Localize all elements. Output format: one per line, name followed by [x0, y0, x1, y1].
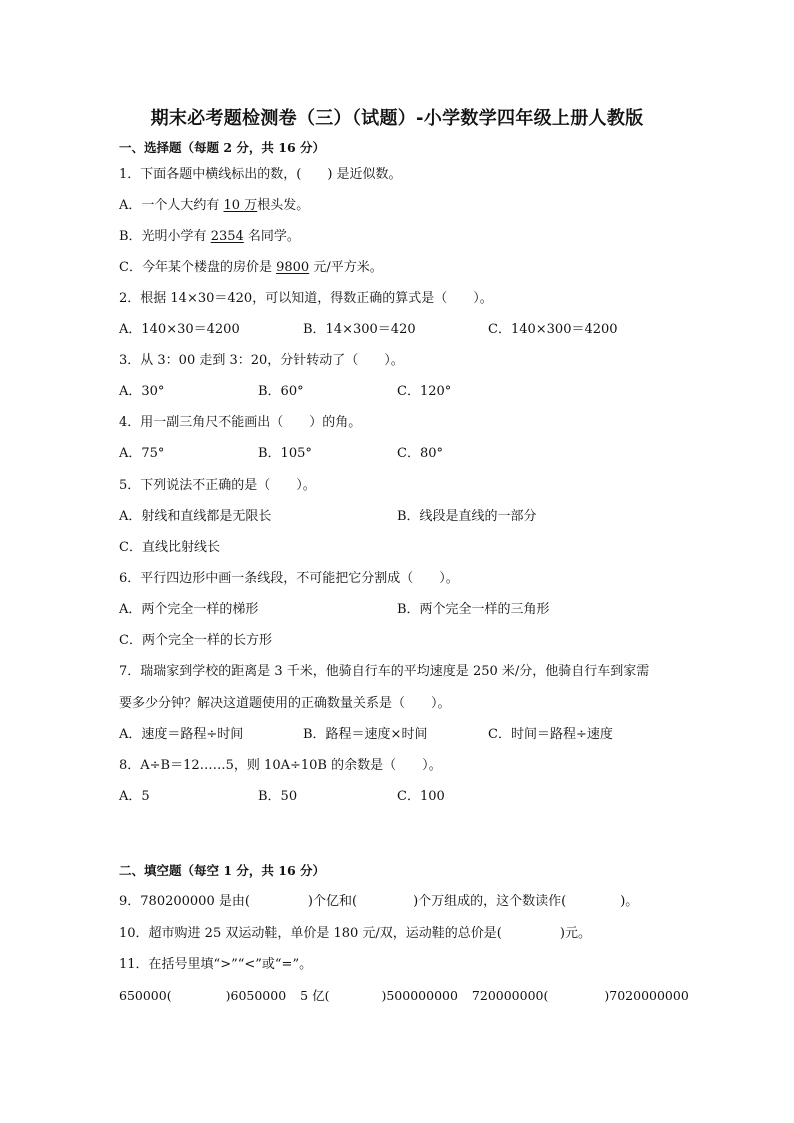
q5-option-c: C．直线比射线长: [119, 540, 220, 555]
question-1: 1．下面各题中横线标出的数，( ) 是近似数。: [119, 167, 402, 182]
q10-part2: )元。: [559, 926, 591, 941]
q6-option-b: B．两个完全一样的三角形: [397, 602, 550, 617]
q8-option-a: A．5: [119, 789, 150, 804]
q9-part3: )个万组成的，这个数读作(: [413, 894, 567, 909]
q11-item2-right: )500000000: [381, 988, 458, 1003]
q11-items: [119, 987, 689, 1005]
question-6: 6．平行四边形中画一条线段，不可能把它分割成（ ）。: [119, 571, 459, 586]
q5-option-a: A．射线和直线都是无限长: [119, 509, 272, 524]
q2-option-b: B．14×300＝420: [303, 322, 416, 337]
q1-option-a-underlined: 10 万: [223, 198, 258, 213]
question-4: 4．用一副三角尺不能画出（ ）的角。: [119, 415, 362, 430]
q1-option-b-pre: B．光明小学有: [119, 229, 211, 244]
q5-option-b: B．线段是直线的一部分: [397, 509, 537, 524]
q1-option-a-pre: A．一个人大约有: [119, 198, 224, 213]
q7-option-a: A．速度＝路程÷时间: [119, 727, 244, 742]
q9-part2: )个亿和(: [307, 894, 358, 909]
q3-option-c: C．120°: [397, 384, 452, 399]
q1-option-c: [119, 259, 383, 277]
q1-option-b-underlined: 2354: [210, 229, 244, 244]
q1-option-c-post: 元/平方米。: [309, 260, 383, 275]
q9-part4: )。: [620, 894, 639, 909]
q8-option-b: B．50: [258, 789, 298, 804]
q7-option-c: C．时间＝路程÷速度: [488, 727, 613, 742]
section-heading-fill: 二、填空题（每空 1 分，共 16 分）: [119, 863, 326, 878]
q1-option-c-pre: C．今年某个楼盘的房价是: [119, 260, 277, 275]
q2-option-c: C．140×300＝4200: [488, 322, 618, 337]
q1-option-a: [119, 197, 309, 215]
question-10: [119, 925, 591, 943]
question-2: 2．根据 14×30＝420，可以知道，得数正确的算式是（ ）。: [119, 291, 493, 306]
q7-option-b: B．路程＝速度×时间: [303, 727, 428, 742]
section-heading-choice: 一、选择题（每题 2 分，共 16 分）: [119, 140, 326, 155]
question-7-line1: 7．瑞瑞家到学校的距离是 3 千米，他骑自行车的平均速度是 250 米/分，他骑自行车到家需: [119, 664, 650, 679]
q11-item1-right: )6050000: [225, 988, 287, 1003]
q11-item3-left: 720000000(: [471, 988, 549, 1003]
q4-option-c: C．80°: [397, 446, 443, 461]
q4-option-a: A．75°: [119, 446, 165, 461]
question-3: 3．从 3：00 走到 3：20，分针转动了（ ）。: [119, 353, 404, 368]
question-7-line2: 要多少分钟？解决这道题使用的正确数量关系是（ ）。: [119, 696, 451, 711]
question-9: [119, 893, 638, 911]
question-5: 5．下列说法不正确的是（ ）。: [119, 478, 316, 493]
q1-option-a-post: 根头发。: [257, 198, 310, 213]
q11-item3-right: )7020000000: [604, 988, 689, 1003]
q1-option-c-underlined: 9800: [276, 260, 310, 275]
q11-item1-left: 650000(: [119, 988, 172, 1003]
q1-option-b: [119, 228, 300, 246]
q11-item2-left: 5 亿(: [300, 988, 330, 1003]
question-11: 11．在括号里填“>”“<”或“=”。: [119, 957, 313, 972]
q6-option-a: A．两个完全一样的梯形: [119, 602, 259, 617]
q3-option-b: B．60°: [258, 384, 304, 399]
page-title: 期末必考题检测卷（三）（试题）-小学数学四年级上册人教版: [150, 108, 644, 129]
q3-option-a: A．30°: [119, 384, 165, 399]
q6-option-c: C．两个完全一样的长方形: [119, 633, 272, 648]
q8-option-c: C．100: [397, 789, 445, 804]
question-8: 8．A÷B＝12……5，则 10A÷10B 的余数是（ ）。: [119, 758, 442, 773]
q9-part1: 9．780200000 是由(: [119, 894, 250, 909]
q4-option-b: B．105°: [258, 446, 312, 461]
q2-option-a: A．140×30＝4200: [119, 322, 240, 337]
q1-option-b-post: 名同学。: [243, 229, 300, 244]
q10-part1: 10．超市购进 25 双运动鞋，单价是 180 元/双，运动鞋的总价是(: [119, 926, 502, 941]
